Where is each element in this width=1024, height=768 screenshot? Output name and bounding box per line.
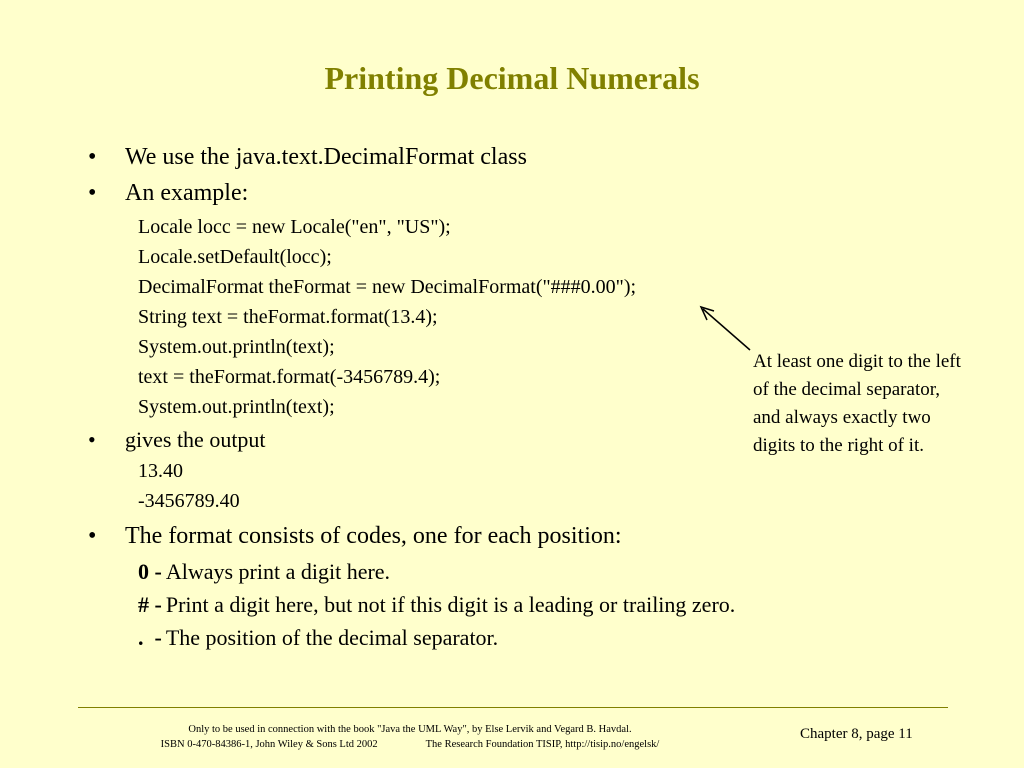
footer-line-1: Only to be used in connection with the book "Java the UML Way", by Else Lervik and Vegard B. Havdal. — [188, 724, 632, 735]
format-code-description: Print a digit here, but not if this digit is a leading or trailing zero. — [165, 592, 736, 617]
format-code: # - — [138, 592, 162, 617]
output-line: 13.40 — [138, 460, 183, 482]
bullet-dot: • — [88, 427, 96, 452]
bullet-text: The format consists of codes, one for each position: — [125, 523, 622, 549]
code-line: DecimalFormat theFormat = new DecimalFormat("###0.00"); — [138, 276, 637, 298]
arrow-shaft — [703, 309, 750, 350]
slide-title: Printing Decimal Numerals — [324, 60, 700, 96]
annotation-line: At least one digit to the left — [753, 351, 961, 372]
bullet-text: gives the output — [125, 427, 266, 452]
annotation-line: of the decimal separator, — [753, 379, 941, 400]
bullet-text: We use the java.text.DecimalFormat class — [125, 144, 527, 170]
annotation-line: digits to the right of it. — [753, 435, 924, 456]
format-code: 0 - — [138, 559, 162, 584]
footer-publisher-link: The Research Foundation TISIP, http://tisip.no/engelsk/ — [425, 739, 660, 750]
bullet-text: An example: — [125, 180, 249, 206]
format-code-description: Always print a digit here. — [165, 559, 391, 584]
code-line: Locale.setDefault(locc); — [138, 246, 332, 268]
footer-divider — [78, 707, 948, 708]
code-line: text = theFormat.format(-3456789.4); — [138, 366, 441, 388]
code-line: System.out.println(text); — [138, 396, 335, 418]
footer-copyright — [130, 722, 690, 752]
annotation-callout — [753, 348, 1013, 460]
bullet-dot: • — [88, 180, 97, 206]
format-code: . - — [138, 625, 162, 650]
footer-isbn: ISBN 0-470-84386-1, John Wiley & Sons Ltd 2002 — [160, 739, 378, 750]
annotation-line: and always exactly two — [753, 407, 931, 428]
output-line: -3456789.40 — [138, 490, 240, 512]
footer-line-2 — [130, 737, 690, 752]
page-number: Chapter 8, page 11 — [800, 726, 913, 742]
code-line: Locale locc = new Locale("en", "US"); — [138, 216, 451, 238]
code-line: String text = theFormat.format(13.4); — [138, 306, 438, 328]
bullet-dot: • — [88, 144, 97, 170]
bullet-dot: • — [88, 523, 97, 549]
code-line: System.out.println(text); — [138, 336, 335, 358]
format-code-description: The position of the decimal separator. — [165, 625, 499, 650]
